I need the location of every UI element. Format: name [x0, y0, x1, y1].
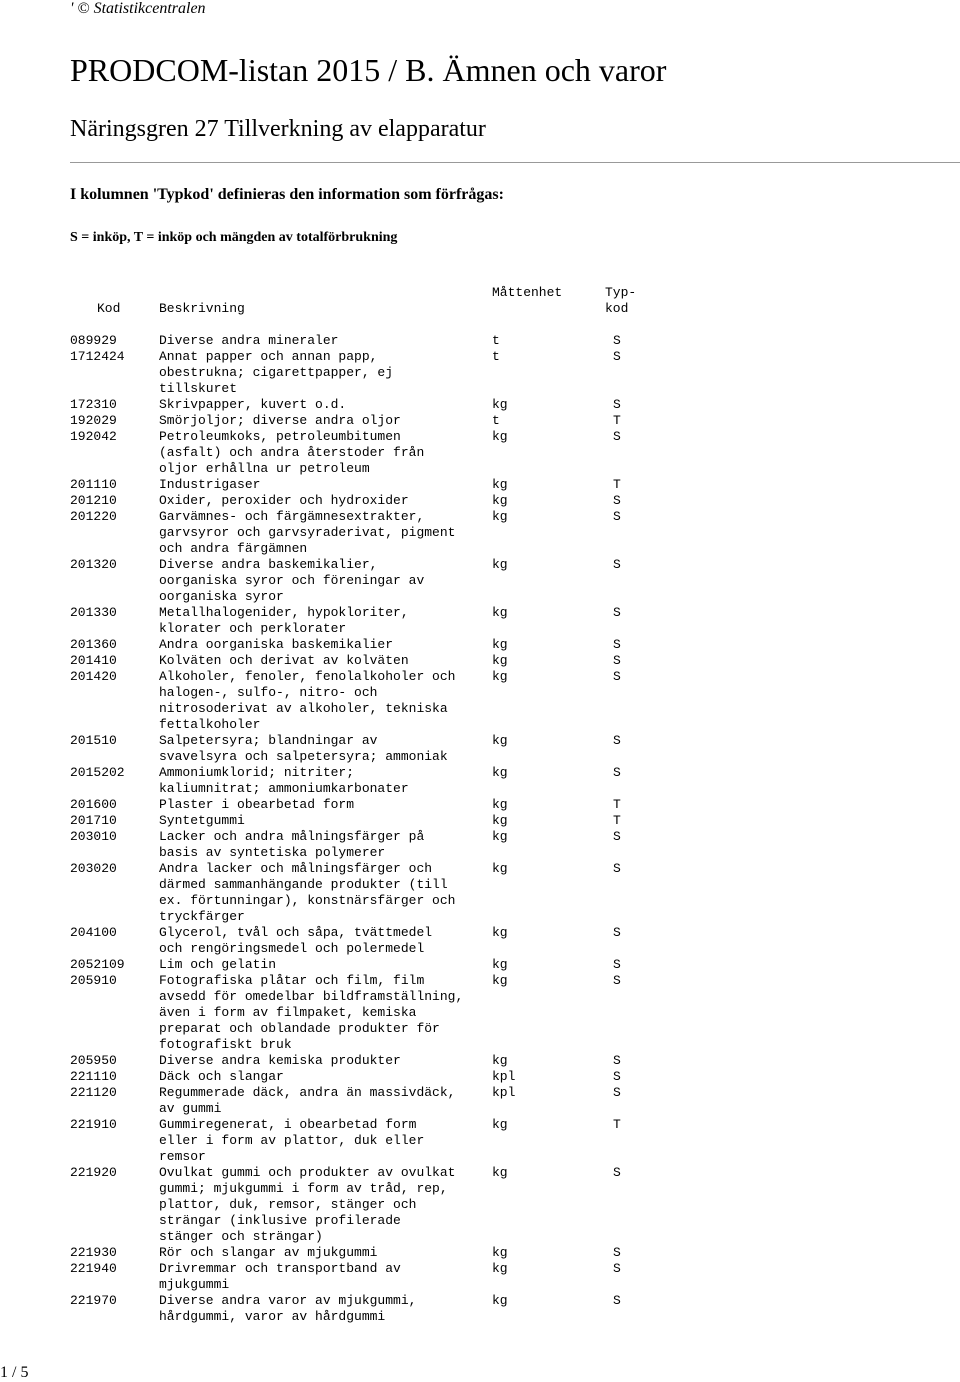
- row-beskrivning: [159, 349, 479, 397]
- row-typkod: S: [613, 333, 621, 348]
- row-mattenhet: kpl: [492, 1069, 516, 1084]
- row-beskrivning: [159, 1261, 479, 1293]
- row-mattenhet: kg: [492, 925, 508, 940]
- row-mattenhet: kg: [492, 637, 508, 652]
- row-beskrivning: [159, 605, 479, 637]
- row-typkod: S: [613, 1085, 621, 1100]
- row-kod: 203020: [70, 861, 117, 876]
- row-typkod: T: [613, 1117, 621, 1132]
- row-kod: 201210: [70, 493, 117, 508]
- row-mattenhet: kg: [492, 1165, 508, 1180]
- row-kod: 201710: [70, 813, 117, 828]
- row-beskrivning-line: oorganiska syror: [159, 589, 284, 604]
- row-kod: 201220: [70, 509, 117, 524]
- product-table: [0, 333, 960, 1325]
- row-beskrivning-line: Rör och slangar av mjukgummi: [159, 1245, 378, 1260]
- table-row: [0, 397, 960, 413]
- row-beskrivning: [159, 653, 479, 669]
- row-kod: 2052109: [70, 957, 125, 972]
- row-beskrivning-line: Fotografiska plåtar och film, film: [159, 973, 425, 988]
- table-row: [0, 973, 960, 1053]
- row-mattenhet: kpl: [492, 1085, 516, 1100]
- page-number: 1 / 5: [0, 1364, 29, 1381]
- row-beskrivning: [159, 333, 479, 349]
- row-beskrivning-line: Lim och gelatin: [159, 957, 277, 972]
- row-beskrivning-line: Andra oorganiska baskemikalier: [159, 637, 394, 652]
- row-mattenhet: kg: [492, 397, 508, 412]
- table-row: [0, 637, 960, 653]
- row-kod: 221920: [70, 1165, 117, 1180]
- row-typkod: S: [613, 653, 621, 668]
- row-typkod: S: [613, 733, 621, 748]
- row-mattenhet: t: [492, 333, 500, 348]
- table-row: [0, 925, 960, 957]
- row-beskrivning-line: fettalkoholer: [159, 717, 261, 732]
- row-typkod: T: [613, 477, 621, 492]
- row-kod: 201420: [70, 669, 117, 684]
- table-row: [0, 1165, 960, 1245]
- row-mattenhet: kg: [492, 797, 508, 812]
- table-row: [0, 733, 960, 765]
- row-beskrivning-line: Alkoholer, fenoler, fenolalkoholer och: [159, 669, 456, 684]
- row-beskrivning-line: garvsyror och garvsyraderivat, pigment: [159, 525, 456, 540]
- row-kod: 201330: [70, 605, 117, 620]
- row-beskrivning-line: även i form av filmpaket, kemiska: [159, 1005, 417, 1020]
- row-beskrivning-line: Andra lacker och målningsfärger och: [159, 861, 433, 876]
- row-typkod: S: [613, 973, 621, 988]
- row-beskrivning-line: Diverse andra mineraler: [159, 333, 339, 348]
- row-typkod: S: [613, 957, 621, 972]
- row-typkod: S: [613, 1069, 621, 1084]
- row-beskrivning-line: stänger och strängar): [159, 1229, 323, 1244]
- row-beskrivning: [159, 957, 479, 973]
- row-mattenhet: kg: [492, 493, 508, 508]
- row-kod: 205910: [70, 973, 117, 988]
- row-kod: 221970: [70, 1293, 117, 1308]
- row-typkod: S: [613, 1165, 621, 1180]
- row-beskrivning-line: Metallhalogenider, hypokloriter,: [159, 605, 409, 620]
- row-kod: 201410: [70, 653, 117, 668]
- table-row: [0, 861, 960, 925]
- page-subtitle: Näringsgren 27 Tillverkning av elapparatur: [70, 116, 486, 142]
- row-kod: 201510: [70, 733, 117, 748]
- table-row: [0, 477, 960, 493]
- row-beskrivning: [159, 1085, 479, 1117]
- column-header-typkod: Typ-: [605, 285, 637, 300]
- row-beskrivning: [159, 797, 479, 813]
- row-mattenhet: kg: [492, 1117, 508, 1132]
- typkod-explanation: I kolumnen 'Typkod' definieras den information som förfrågas:: [70, 186, 504, 203]
- table-row: [0, 957, 960, 973]
- row-beskrivning-line: remsor: [159, 1149, 206, 1164]
- row-beskrivning: [159, 829, 479, 861]
- table-row: [0, 669, 960, 733]
- row-kod: 201320: [70, 557, 117, 572]
- row-beskrivning-line: tryckfärger: [159, 909, 245, 924]
- row-beskrivning: [159, 925, 479, 957]
- row-kod: 089929: [70, 333, 117, 348]
- row-beskrivning-line: eller i form av plattor, duk eller: [159, 1133, 425, 1148]
- row-kod: 201360: [70, 637, 117, 652]
- row-kod: 221930: [70, 1245, 117, 1260]
- row-typkod: S: [613, 493, 621, 508]
- row-typkod: S: [613, 397, 621, 412]
- row-mattenhet: kg: [492, 509, 508, 524]
- table-row: [0, 1117, 960, 1165]
- row-mattenhet: kg: [492, 733, 508, 748]
- table-row: [0, 797, 960, 813]
- row-beskrivning: [159, 637, 479, 653]
- column-header-typkod-cont: kod: [605, 301, 629, 316]
- row-mattenhet: kg: [492, 429, 508, 444]
- row-beskrivning-line: Diverse andra baskemikalier,: [159, 557, 378, 572]
- row-beskrivning: [159, 429, 479, 477]
- table-row: [0, 1053, 960, 1069]
- row-beskrivning-line: och rengöringsmedel och polermedel: [159, 941, 425, 956]
- row-beskrivning-line: mjukgummi: [159, 1277, 230, 1292]
- copyright-line: ' © Statistikcentralen: [70, 0, 206, 17]
- row-beskrivning-line: Plaster i obearbetad form: [159, 797, 355, 812]
- row-beskrivning: [159, 765, 479, 797]
- row-beskrivning-line: ex. förtunningar), konstnärsfärger och: [159, 893, 456, 908]
- row-beskrivning: [159, 733, 479, 765]
- row-beskrivning: [159, 1069, 479, 1085]
- row-beskrivning-line: Skrivpapper, kuvert o.d.: [159, 397, 347, 412]
- row-beskrivning: [159, 1053, 479, 1069]
- row-beskrivning-line: strängar (inklusive profilerade: [159, 1213, 401, 1228]
- row-beskrivning-line: Diverse andra kemiska produkter: [159, 1053, 401, 1068]
- table-row: [0, 1069, 960, 1085]
- row-kod: 205950: [70, 1053, 117, 1068]
- row-beskrivning: [159, 1165, 479, 1245]
- table-row: [0, 1085, 960, 1117]
- row-typkod: S: [613, 349, 621, 364]
- table-row: [0, 333, 960, 349]
- row-mattenhet: kg: [492, 477, 508, 492]
- row-kod: 172310: [70, 397, 117, 412]
- column-header-kod: Kod: [97, 301, 121, 316]
- table-row: [0, 557, 960, 605]
- row-beskrivning-line: obestrukna; cigarettpapper, ej: [159, 365, 394, 380]
- table-row: [0, 493, 960, 509]
- row-beskrivning-line: Däck och slangar: [159, 1069, 284, 1084]
- row-beskrivning-line: klorater och perklorater: [159, 621, 347, 636]
- row-kod: 221120: [70, 1085, 117, 1100]
- row-beskrivning-line: tillskuret: [159, 381, 238, 396]
- row-kod: 221940: [70, 1261, 117, 1276]
- row-beskrivning: [159, 477, 479, 493]
- table-row: [0, 829, 960, 861]
- row-beskrivning-line: Gummiregenerat, i obearbetad form: [159, 1117, 417, 1132]
- row-typkod: S: [613, 669, 621, 684]
- row-beskrivning: [159, 493, 479, 509]
- row-mattenhet: t: [492, 413, 500, 428]
- row-typkod: T: [613, 413, 621, 428]
- row-beskrivning-line: Industrigaser: [159, 477, 261, 492]
- row-kod: 192042: [70, 429, 117, 444]
- table-row: [0, 509, 960, 557]
- table-row: [0, 765, 960, 797]
- row-typkod: T: [613, 797, 621, 812]
- row-beskrivning-line: Kolväten och derivat av kolväten: [159, 653, 409, 668]
- row-mattenhet: kg: [492, 557, 508, 572]
- row-mattenhet: kg: [492, 605, 508, 620]
- row-typkod: S: [613, 925, 621, 940]
- row-beskrivning-line: preparat och oblandade produkter för: [159, 1021, 440, 1036]
- row-mattenhet: kg: [492, 1261, 508, 1276]
- table-row: [0, 1245, 960, 1261]
- row-kod: 204100: [70, 925, 117, 940]
- row-beskrivning-line: Diverse andra varor av mjukgummi,: [159, 1293, 417, 1308]
- row-beskrivning-line: Garvämnes- och färgämnesextrakter,: [159, 509, 425, 524]
- row-typkod: S: [613, 765, 621, 780]
- row-beskrivning: [159, 861, 479, 925]
- row-beskrivning-line: basis av syntetiska polymerer: [159, 845, 386, 860]
- row-mattenhet: kg: [492, 765, 508, 780]
- row-beskrivning: [159, 669, 479, 733]
- row-mattenhet: kg: [492, 1053, 508, 1068]
- row-beskrivning: [159, 1117, 479, 1165]
- row-beskrivning-line: Petroleumkoks, petroleumbitumen: [159, 429, 401, 444]
- row-mattenhet: kg: [492, 1293, 508, 1308]
- row-kod: 1712424: [70, 349, 125, 364]
- row-mattenhet: kg: [492, 957, 508, 972]
- row-beskrivning-line: Ammoniumklorid; nitriter;: [159, 765, 355, 780]
- row-kod: 221110: [70, 1069, 117, 1084]
- row-beskrivning-line: oorganiska syror och föreningar av: [159, 573, 425, 588]
- row-typkod: S: [613, 1261, 621, 1276]
- row-typkod: S: [613, 429, 621, 444]
- row-typkod: T: [613, 813, 621, 828]
- row-typkod: S: [613, 829, 621, 844]
- table-row: [0, 653, 960, 669]
- row-mattenhet: kg: [492, 653, 508, 668]
- column-header-mattenhet: Måttenhet: [492, 285, 563, 300]
- row-beskrivning-line: fotografiskt bruk: [159, 1037, 292, 1052]
- row-beskrivning-line: Ovulkat gummi och produkter av ovulkat: [159, 1165, 456, 1180]
- table-row: [0, 413, 960, 429]
- row-typkod: S: [613, 1245, 621, 1260]
- table-row: [0, 813, 960, 829]
- page-title: PRODCOM-listan 2015 / B. Ämnen och varor: [70, 52, 667, 88]
- row-beskrivning-line: Annat papper och annan papp,: [159, 349, 378, 364]
- row-beskrivning-line: Drivremmar och transportband av: [159, 1261, 401, 1276]
- table-row: [0, 349, 960, 397]
- row-beskrivning-line: hårdgummi, varor av hårdgummi: [159, 1309, 386, 1324]
- row-beskrivning-line: Smörjoljor; diverse andra oljor: [159, 413, 401, 428]
- row-beskrivning-line: Regummerade däck, andra än massivdäck,: [159, 1085, 456, 1100]
- row-kod: 192029: [70, 413, 117, 428]
- row-beskrivning-line: och andra färgämnen: [159, 541, 308, 556]
- row-beskrivning-line: avsedd för omedelbar bildframställning,: [159, 989, 464, 1004]
- row-typkod: S: [613, 557, 621, 572]
- table-row: [0, 1261, 960, 1293]
- row-beskrivning-line: (asfalt) och andra återstoder från: [159, 445, 425, 460]
- row-mattenhet: kg: [492, 861, 508, 876]
- row-beskrivning: [159, 813, 479, 829]
- row-beskrivning-line: Oxider, peroxider och hydroxider: [159, 493, 409, 508]
- row-beskrivning: [159, 1245, 479, 1261]
- row-kod: 203010: [70, 829, 117, 844]
- row-mattenhet: kg: [492, 829, 508, 844]
- header-divider: [70, 162, 960, 163]
- row-kod: 201110: [70, 477, 117, 492]
- row-beskrivning-line: Salpetersyra; blandningar av: [159, 733, 378, 748]
- row-beskrivning: [159, 1293, 479, 1325]
- row-typkod: S: [613, 509, 621, 524]
- table-row: [0, 605, 960, 637]
- row-beskrivning-line: plattor, duk, remsor, stänger och: [159, 1197, 417, 1212]
- row-beskrivning: [159, 413, 479, 429]
- row-beskrivning-line: gummi; mjukgummi i form av tråd, rep,: [159, 1181, 448, 1196]
- row-beskrivning-line: av gummi: [159, 1101, 222, 1116]
- row-typkod: S: [613, 1293, 621, 1308]
- row-beskrivning: [159, 557, 479, 605]
- row-mattenhet: t: [492, 349, 500, 364]
- row-beskrivning: [159, 973, 479, 1053]
- table-row: [0, 1293, 960, 1325]
- row-beskrivning-line: kaliumnitrat; ammoniumkarbonater: [159, 781, 409, 796]
- row-beskrivning-line: därmed sammanhängande produkter (till: [159, 877, 448, 892]
- row-beskrivning-line: svavelsyra och salpetersyra; ammoniak: [159, 749, 448, 764]
- row-beskrivning-line: nitrosoderivat av alkoholer, tekniska: [159, 701, 448, 716]
- row-mattenhet: kg: [492, 1245, 508, 1260]
- row-beskrivning-line: Syntetgummi: [159, 813, 245, 828]
- row-mattenhet: kg: [492, 669, 508, 684]
- row-beskrivning-line: oljor erhållna ur petroleum: [159, 461, 370, 476]
- row-beskrivning: [159, 509, 479, 557]
- row-typkod: S: [613, 637, 621, 652]
- row-typkod: S: [613, 605, 621, 620]
- table-row: [0, 429, 960, 477]
- row-beskrivning: [159, 397, 479, 413]
- typkod-legend: S = inköp, T = inköp och mängden av totalförbrukning: [70, 230, 398, 245]
- row-kod: 2015202: [70, 765, 125, 780]
- row-typkod: S: [613, 861, 621, 876]
- row-typkod: S: [613, 1053, 621, 1068]
- row-mattenhet: kg: [492, 973, 508, 988]
- row-kod: 201600: [70, 797, 117, 812]
- row-mattenhet: kg: [492, 813, 508, 828]
- row-kod: 221910: [70, 1117, 117, 1132]
- column-header-beskrivning: Beskrivning: [159, 301, 245, 316]
- row-beskrivning-line: halogen-, sulfo-, nitro- och: [159, 685, 378, 700]
- row-beskrivning-line: Lacker och andra målningsfärger på: [159, 829, 425, 844]
- row-beskrivning-line: Glycerol, tvål och såpa, tvättmedel: [159, 925, 433, 940]
